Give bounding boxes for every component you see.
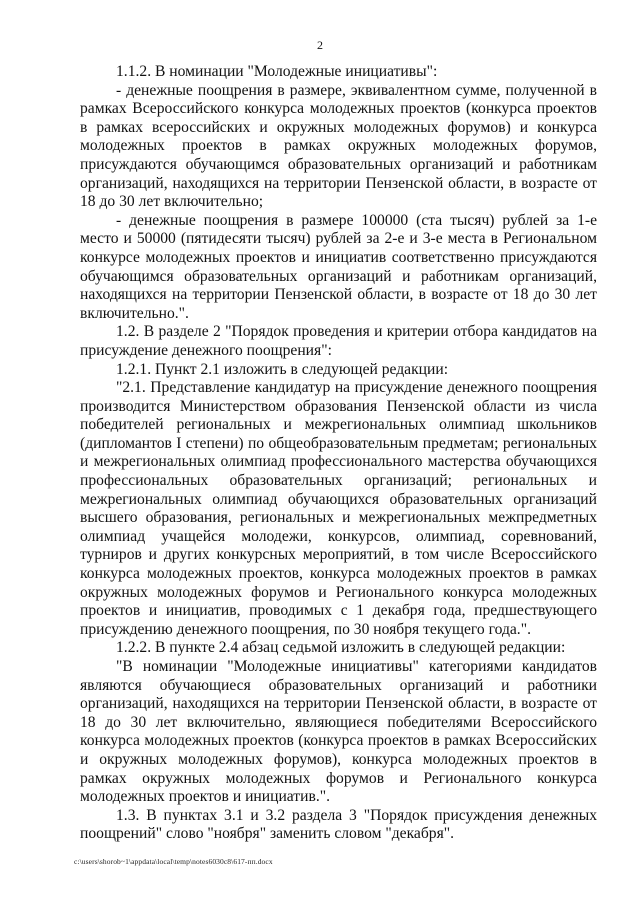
paragraph-regional-contest-awards: - денежные поощрения в размере 100000 (ста тысяч) рублей за 1-е место и 50000 (пятидесяти тысяч) рублей за 2-е и 3-е места в Региональном конкурсе молодежных проектов и инициатив соответственно присуждаются обучающимся образовательных организаций и работникам организаций, находящихся на территории Пензенской области, в возрасте от 18 до 30 лет включительно.". (80, 211, 597, 322)
paragraph-1-2-2: 1.2.2. В пункте 2.4 абзац седьмой изложить в следующей редакции: (116, 639, 566, 657)
paragraph-2-1-text: "2.1. Представление кандидатур на присуждение денежного поощрения производится Министерством образования Пензенской области из числа победителей региональных и межрегиональных олимпиад школьников (дипломантов I степени) по общеобразовательным предметам; региональных и межрегиональных олимпиад профессионального мастерства обучающихся профессиональных образовательных организаций; региональных и межрегиональных олимпиад обучающихся образовательных организаций высшего образования, региональных и межрегиональных межпредметных олимпиад учащейся молодежи, конкурсов, олимпиад, соревнований, турниров и других конкурсных мероприятий, в том числе Всероссийского конкурса молодежных проектов, конкурса молодежных проектов в рамках окружных молодежных форумов и Регионального конкурса молодежных проектов и инициатив, проводимых с 1 декабря года, предшествующего присуждению денежного поощрения, по 30 ноября текущего года.". (80, 379, 597, 638)
footer-file-path: c:\users\shorob~1\appdata\local\temp\notes6030c8\617-пп.docx (74, 857, 273, 866)
paragraph-1-1-2-heading: 1.1.2. В номинации "Молодежные инициативы": (116, 63, 438, 80)
paragraph-1-2-heading: 1.2. В разделе 2 "Порядок проведения и критерии отбора кандидатов на присуждение денежного поощрения": (80, 323, 597, 359)
paragraph-youth-initiatives-candidates: "В номинации "Молодежные инициативы" категориями кандидатов являются обучающиеся образовательных организаций и работники организаций, находящихся на территории Пензенской области, в возрасте от 18 до 30 лет включительно, являющиеся победителями Всероссийского конкурса молодежных проектов (конкурса проектов в рамках Всероссийских и окружных молодежных форумов), конкурса молодежных проектов в рамках окружных молодежных форумов и Регионального конкурса молодежных проектов и инициатив.". (80, 658, 597, 806)
paragraph-1-3: 1.3. В пунктах 3.1 и 3.2 раздела 3 "Порядок присуждения денежных поощрений" слово "ноября" заменить словом "декабря". (80, 806, 597, 843)
document-body (80, 63, 597, 844)
page-number: 2 (317, 38, 323, 52)
paragraph-federal-contest-awards: - денежные поощрения в размере, эквивалентном сумме, полученной в рамках Всероссийского конкурса молодежных проектов (конкурса проектов в рамках всероссийских и окружных молодежных форумов) и конкурса молодежных проектов в рамках окружных молодежных форумов, присуждаются обучающимся образовательных организаций и работникам организаций, находящихся на территории Пензенской области, в возрасте от 18 до 30 лет включительно; (80, 81, 597, 211)
paragraph-1-2-1: 1.2.1. Пункт 2.1 изложить в следующей редакции: (116, 360, 449, 378)
